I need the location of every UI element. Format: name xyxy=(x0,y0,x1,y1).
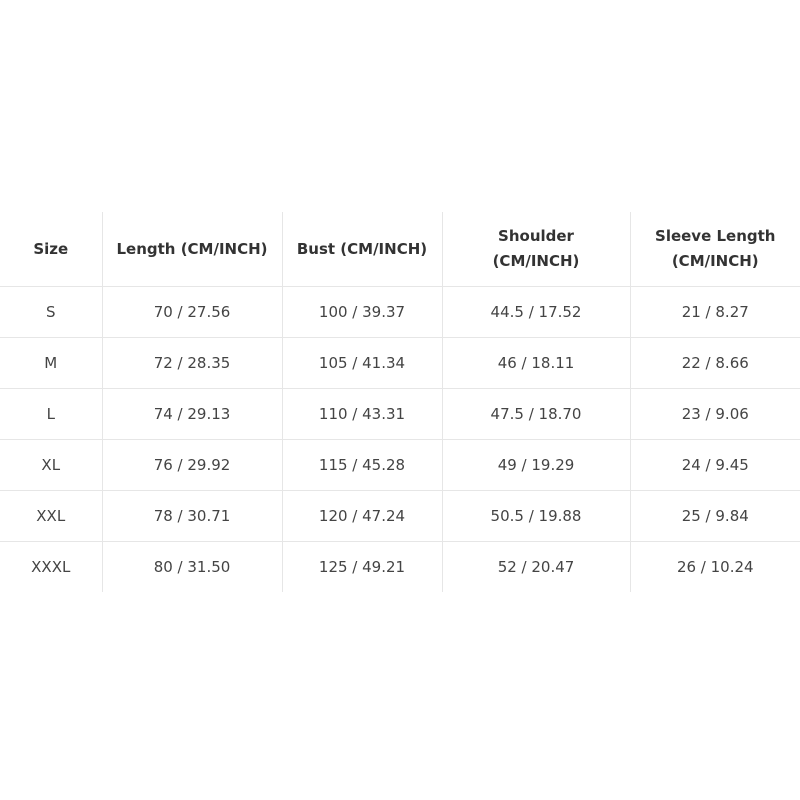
table-row xyxy=(0,389,800,440)
cell-length: 72 / 28.35 xyxy=(102,338,282,389)
cell-sleeve-length: 22 / 8.66 xyxy=(630,338,800,389)
cell-size: S xyxy=(0,287,102,338)
cell-bust: 105 / 41.34 xyxy=(282,338,442,389)
cell-size: XXXL xyxy=(31,558,71,576)
table-row xyxy=(0,287,800,338)
cell-shoulder: 47.5 / 18.70 xyxy=(442,389,630,440)
table-row xyxy=(0,542,800,593)
cell-shoulder: 50.5 / 19.88 xyxy=(442,491,630,542)
header-sleeve-length: Sleeve Length (CM/INCH) xyxy=(630,212,800,287)
cell-length: 70 / 27.56 xyxy=(102,287,282,338)
cell-size: XXL xyxy=(0,491,102,542)
cell-bust: 100 / 39.37 xyxy=(282,287,442,338)
cell-size: M xyxy=(0,338,102,389)
cell-bust: 120 / 47.24 xyxy=(282,491,442,542)
table-row xyxy=(0,338,800,389)
table-header-row xyxy=(0,212,800,287)
cell-sleeve-length: 24 / 9.45 xyxy=(630,440,800,491)
header-shoulder: Shoulder (CM/INCH) xyxy=(442,212,630,287)
cell-bust: 125 / 49.21 xyxy=(282,542,442,593)
cell-size: L xyxy=(0,389,102,440)
cell-length: 74 / 29.13 xyxy=(102,389,282,440)
cell-bust: 110 / 43.31 xyxy=(282,389,442,440)
cell-length: 76 / 29.92 xyxy=(102,440,282,491)
table-row xyxy=(0,440,800,491)
cell-sleeve-length: 25 / 9.84 xyxy=(630,491,800,542)
cell-sleeve-length: 21 / 8.27 xyxy=(630,287,800,338)
header-bust: Bust (CM/INCH) xyxy=(282,212,442,287)
size-chart-table xyxy=(0,212,800,592)
table-row xyxy=(0,491,800,542)
cell-bust: 115 / 45.28 xyxy=(282,440,442,491)
cell-sleeve-length: 23 / 9.06 xyxy=(630,389,800,440)
cell-size: XL xyxy=(0,440,102,491)
cell-length: 78 / 30.71 xyxy=(102,491,282,542)
cell-sleeve-length: 26 / 10.24 xyxy=(630,542,800,593)
header-length: Length (CM/INCH) xyxy=(102,212,282,287)
cell-shoulder: 52 / 20.47 xyxy=(442,542,630,593)
cell-shoulder: 44.5 / 17.52 xyxy=(442,287,630,338)
header-size: Size xyxy=(0,212,102,287)
cell-length: 80 / 31.50 xyxy=(102,542,282,593)
cell-shoulder: 46 / 18.11 xyxy=(442,338,630,389)
cell-shoulder: 49 / 19.29 xyxy=(442,440,630,491)
